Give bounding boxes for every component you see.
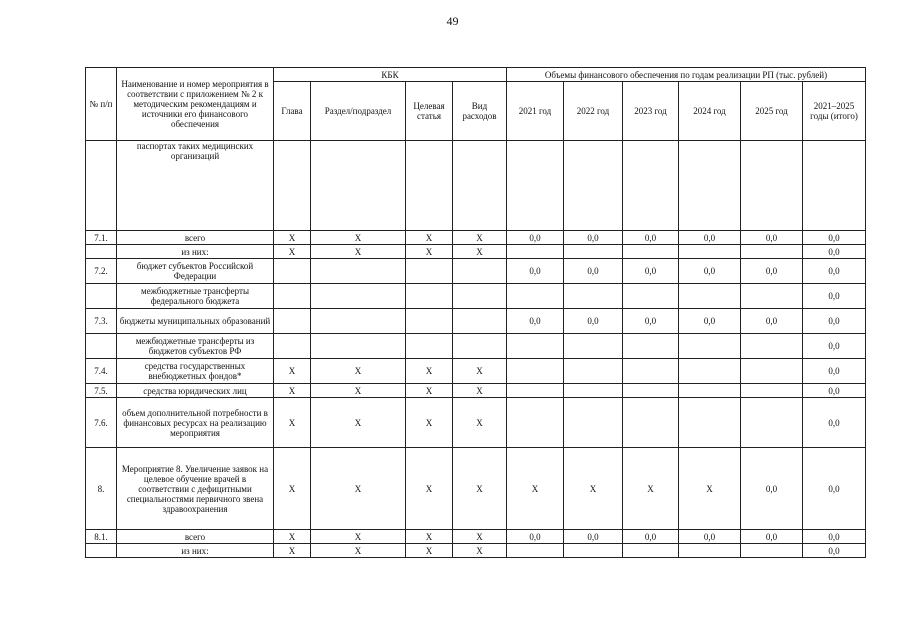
row-kbk-celevaya: X (406, 359, 453, 384)
row-year-2025: 0,0 (741, 309, 803, 334)
continuation-cell (623, 141, 679, 231)
row-kbk-glava: X (274, 245, 311, 259)
row-kbk-razdel: X (311, 544, 406, 558)
table-row (86, 259, 866, 284)
row-kbk-razdel: X (311, 398, 406, 448)
header-kbk: КБК (274, 68, 507, 82)
row-kbk-razdel: X (311, 530, 406, 544)
row-kbk-vid: X (453, 398, 507, 448)
row-kbk-vid (453, 284, 507, 309)
row-num (86, 544, 117, 558)
row-year-2021 (507, 245, 564, 259)
row-year-2021 (507, 284, 564, 309)
row-kbk-celevaya: X (406, 398, 453, 448)
row-kbk-vid: X (453, 245, 507, 259)
row-year-2022 (564, 398, 623, 448)
row-year-2022 (564, 544, 623, 558)
row-year-2025 (741, 384, 803, 398)
funding-table (85, 67, 866, 558)
header-num: № п/п (86, 68, 117, 141)
row-kbk-razdel (311, 334, 406, 359)
row-year-2022 (564, 284, 623, 309)
row-name: межбюджетные трансферты из бюджетов субъектов РФ (117, 334, 274, 359)
row-year-2025: 0,0 (741, 448, 803, 530)
row-num: 7.4. (86, 359, 117, 384)
table-row (86, 530, 866, 544)
row-year-2023: 0,0 (623, 259, 679, 284)
row-kbk-vid: X (453, 359, 507, 384)
row-kbk-razdel: X (311, 448, 406, 530)
row-year-2021 (507, 359, 564, 384)
table-row (86, 359, 866, 384)
row-year-total: 0,0 (803, 398, 866, 448)
row-name: бюджет субъектов Российской Федерации (117, 259, 274, 284)
row-year-2024: X (679, 448, 741, 530)
header-year-2023: 2023 год (623, 82, 679, 141)
row-year-total: 0,0 (803, 259, 866, 284)
row-kbk-vid: X (453, 231, 507, 245)
row-num: 7.1. (86, 231, 117, 245)
table-row (86, 245, 866, 259)
continuation-cell (679, 141, 741, 231)
table-row (86, 384, 866, 398)
row-year-2021: 0,0 (507, 309, 564, 334)
row-kbk-celevaya: X (406, 544, 453, 558)
row-kbk-vid (453, 334, 507, 359)
header-year-total: 2021–2025 годы (итого) (803, 82, 866, 141)
row-year-2021 (507, 384, 564, 398)
row-year-2023 (623, 334, 679, 359)
row-num: 7.5. (86, 384, 117, 398)
continuation-cell (741, 141, 803, 231)
row-kbk-celevaya (406, 284, 453, 309)
header-year-2024: 2024 год (679, 82, 741, 141)
row-year-total: 0,0 (803, 334, 866, 359)
row-name: из них: (117, 245, 274, 259)
row-year-2023: X (623, 448, 679, 530)
header-name: Наименование и номер мероприятия в соответствии с приложением № 2 к методическим рекомендациям и источники его финансового обеспечения (117, 68, 274, 141)
continuation-cell (311, 141, 406, 231)
row-kbk-glava (274, 259, 311, 284)
row-kbk-razdel (311, 259, 406, 284)
header-funding: Объемы финансового обеспечения по годам реализации РП (тыс. рублей) (507, 68, 866, 82)
continuation-num (86, 141, 117, 231)
row-year-2023 (623, 284, 679, 309)
row-year-2024 (679, 245, 741, 259)
row-kbk-glava: X (274, 544, 311, 558)
continuation-row (86, 141, 866, 231)
row-year-2024: 0,0 (679, 231, 741, 245)
header-kbk-razdel: Раздел/подраздел (311, 82, 406, 141)
header-kbk-celevaya: Целевая статья (406, 82, 453, 141)
row-kbk-celevaya: X (406, 448, 453, 530)
row-kbk-glava (274, 309, 311, 334)
row-year-total: 0,0 (803, 448, 866, 530)
row-year-total: 0,0 (803, 384, 866, 398)
header-year-2021: 2021 год (507, 82, 564, 141)
row-year-2025 (741, 398, 803, 448)
continuation-cell (564, 141, 623, 231)
row-year-2025 (741, 284, 803, 309)
row-year-2025 (741, 245, 803, 259)
row-name: из них: (117, 544, 274, 558)
row-name: средства юридических лиц (117, 384, 274, 398)
row-year-2024: 0,0 (679, 530, 741, 544)
continuation-cell (803, 141, 866, 231)
row-kbk-vid (453, 309, 507, 334)
row-kbk-celevaya: X (406, 384, 453, 398)
header-kbk-vid: Вид расходов (453, 82, 507, 141)
row-year-2025: 0,0 (741, 530, 803, 544)
row-year-2025 (741, 334, 803, 359)
table-row (86, 398, 866, 448)
row-kbk-glava: X (274, 530, 311, 544)
row-kbk-glava: X (274, 359, 311, 384)
header-kbk-glava: Глава (274, 82, 311, 141)
row-kbk-celevaya (406, 309, 453, 334)
row-kbk-celevaya: X (406, 231, 453, 245)
row-year-2021: 0,0 (507, 530, 564, 544)
row-year-2024: 0,0 (679, 309, 741, 334)
row-kbk-glava: X (274, 231, 311, 245)
row-kbk-vid: X (453, 448, 507, 530)
row-year-2021: 0,0 (507, 259, 564, 284)
row-kbk-glava (274, 334, 311, 359)
row-num: 7.2. (86, 259, 117, 284)
row-year-2022: X (564, 448, 623, 530)
continuation-cell (274, 141, 311, 231)
row-kbk-razdel: X (311, 384, 406, 398)
row-kbk-razdel (311, 284, 406, 309)
row-year-2024 (679, 359, 741, 384)
row-year-total: 0,0 (803, 309, 866, 334)
row-year-total: 0,0 (803, 231, 866, 245)
continuation-cell (406, 141, 453, 231)
row-year-2025: 0,0 (741, 231, 803, 245)
row-name: Мероприятие 8. Увеличение заявок на целевое обучение врачей в соответствии с дефицитными специальностями первичного звена здравоохранения (117, 448, 274, 530)
table-row (86, 284, 866, 309)
row-num: 8. (86, 448, 117, 530)
continuation-cell (453, 141, 507, 231)
row-year-2023 (623, 398, 679, 448)
header-year-2025: 2025 год (741, 82, 803, 141)
row-year-2022 (564, 384, 623, 398)
row-year-2024: 0,0 (679, 259, 741, 284)
row-kbk-celevaya (406, 334, 453, 359)
row-year-2023 (623, 245, 679, 259)
table-row (86, 309, 866, 334)
row-name: бюджеты муниципальных образований (117, 309, 274, 334)
row-kbk-razdel (311, 309, 406, 334)
row-year-2022: 0,0 (564, 231, 623, 245)
row-kbk-vid: X (453, 530, 507, 544)
row-year-2022: 0,0 (564, 530, 623, 544)
row-year-2021: 0,0 (507, 231, 564, 245)
row-year-2023 (623, 384, 679, 398)
row-year-2022: 0,0 (564, 259, 623, 284)
row-name: всего (117, 231, 274, 245)
page-number: 49 (446, 14, 459, 28)
row-year-2024 (679, 284, 741, 309)
continuation-cell (507, 141, 564, 231)
row-year-2023 (623, 544, 679, 558)
row-year-2022 (564, 334, 623, 359)
row-year-2023 (623, 359, 679, 384)
row-year-2022 (564, 359, 623, 384)
row-year-2021: X (507, 448, 564, 530)
row-num (86, 245, 117, 259)
row-kbk-vid: X (453, 384, 507, 398)
row-year-2021 (507, 334, 564, 359)
row-year-total: 0,0 (803, 359, 866, 384)
row-kbk-celevaya (406, 259, 453, 284)
header-year-2022: 2022 год (564, 82, 623, 141)
row-kbk-vid (453, 259, 507, 284)
row-kbk-celevaya: X (406, 245, 453, 259)
continuation-name: паспортах таких медицинских организаций (117, 141, 274, 231)
row-year-2021 (507, 398, 564, 448)
table-row (86, 334, 866, 359)
row-num (86, 284, 117, 309)
header-row-1 (86, 68, 866, 82)
table-row (86, 544, 866, 558)
row-kbk-glava: X (274, 384, 311, 398)
row-year-2021 (507, 544, 564, 558)
row-year-total: 0,0 (803, 530, 866, 544)
row-kbk-razdel: X (311, 359, 406, 384)
row-name: средства государственных внебюджетных фондов* (117, 359, 274, 384)
row-year-2023: 0,0 (623, 231, 679, 245)
row-name: межбюджетные трансферты федерального бюджета (117, 284, 274, 309)
row-kbk-vid: X (453, 544, 507, 558)
row-year-2022 (564, 245, 623, 259)
row-year-total: 0,0 (803, 284, 866, 309)
row-year-total: 0,0 (803, 245, 866, 259)
row-year-2024 (679, 334, 741, 359)
row-name: объем дополнительной потребности в финансовых ресурсах на реализацию мероприятия (117, 398, 274, 448)
row-year-2023: 0,0 (623, 530, 679, 544)
row-kbk-glava: X (274, 398, 311, 448)
row-year-total: 0,0 (803, 544, 866, 558)
table-row (86, 448, 866, 530)
table-row (86, 231, 866, 245)
row-num: 7.3. (86, 309, 117, 334)
row-year-2023: 0,0 (623, 309, 679, 334)
row-kbk-celevaya: X (406, 530, 453, 544)
row-year-2024 (679, 544, 741, 558)
row-kbk-razdel: X (311, 231, 406, 245)
row-year-2022: 0,0 (564, 309, 623, 334)
row-num (86, 334, 117, 359)
row-kbk-glava (274, 284, 311, 309)
row-num: 8.1. (86, 530, 117, 544)
row-year-2025 (741, 544, 803, 558)
row-year-2024 (679, 398, 741, 448)
row-year-2024 (679, 384, 741, 398)
row-kbk-glava: X (274, 448, 311, 530)
row-name: всего (117, 530, 274, 544)
row-year-2025: 0,0 (741, 259, 803, 284)
row-num: 7.6. (86, 398, 117, 448)
row-kbk-razdel: X (311, 245, 406, 259)
row-year-2025 (741, 359, 803, 384)
